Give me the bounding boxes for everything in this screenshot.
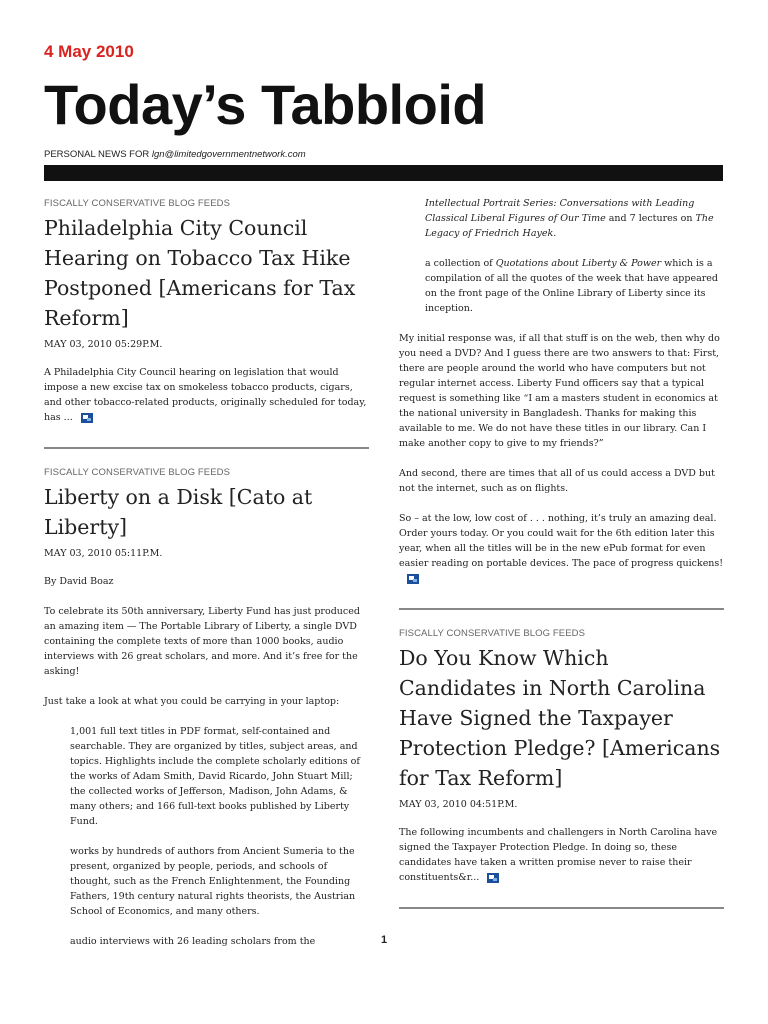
article-divider: [44, 447, 369, 449]
article-paragraph: And second, there are times that all of us could access a DVD but not the internet, such as on flights.: [399, 468, 715, 494]
article-paragraph: To celebrate its 50th anniversary, Liberty Fund has just produced an amazing item — The Portable Library of Liberty, a single DVD containing the complete texts of more than 1000 books, audio interviews with 26 great scholars, and more. And it’s free for the asking!: [44, 606, 360, 677]
quote-item: works by hundreds of authors from Ancient Sumeria to the present, organized by people, periods, and schools of thought, such as the French Enlightenment, the Founding Fathers, 19th century natural rights theorists, the Austrian School of Economics, and many others.: [70, 846, 356, 917]
personal-news-line: [44, 149, 306, 160]
article-kicker: FISCALLY CONSERVATIVE BLOG FEEDS: [44, 467, 231, 478]
article-north-carolina: [399, 626, 724, 885]
header-divider-bar: [44, 165, 723, 181]
external-link-icon[interactable]: [407, 574, 419, 584]
article-paragraph: Just take a look at what you could be carrying in your laptop:: [44, 696, 340, 707]
page-number: 1: [380, 934, 388, 946]
article-body: The following incumbents and challengers in North Carolina have signed the Taxpayer Protection Pledge. In doing so, these candidates have taken a written promise never to raise their constituents&r...: [399, 827, 718, 883]
article-headline-link[interactable]: Philadelphia City Council Hearing on Tobacco Tax Hike Postponed [Americans for Tax Reform]: [44, 216, 356, 330]
article-headline-link[interactable]: Liberty on a Disk [Cato at Liberty]: [44, 485, 313, 539]
article-body: A Philadelphia City Council hearing on legislation that would impose a new excise tax on smokeless tobacco products, cigars, and other tobacco-related products, originally scheduled for today, has ...: [44, 367, 367, 423]
blockquote: [44, 724, 369, 949]
personal-email-link[interactable]: lgn@limitedgovernmentnetwork.com: [151, 149, 306, 160]
issue-date: 4 May 2010: [44, 42, 134, 61]
article-byline: By David Boaz: [44, 576, 114, 587]
article-date: MAY 03, 2010 05:29P.M.: [44, 339, 163, 350]
left-column: [44, 196, 369, 964]
quote-item: audio interviews with 26 leading scholars from the: [70, 936, 316, 947]
blockquote-continued: [399, 196, 724, 316]
article-divider: [399, 907, 724, 909]
external-link-icon[interactable]: [81, 413, 93, 423]
article-date: MAY 03, 2010 05:11P.M.: [44, 548, 163, 559]
article-divider: [399, 608, 724, 610]
article-date: MAY 03, 2010 04:51P.M.: [399, 799, 518, 810]
article-paragraph: My initial response was, if all that stuff is on the web, then why do you need a DVD? And I guess there are two answers to that: First, there are people around the world who have computers but not regular internet access. Liberty Fund officers say that a typical request is something like “I am a masters student in economics at the national university in Bangladesh. Thanks for making this available to me. We do not have these titles in our library. Can I make another copy to give to my friends?”: [399, 333, 720, 449]
page-title: Today’s Tabbloid: [44, 73, 487, 136]
quote-item: Intellectual Portrait Series: Conversations with Leading Classical Liberal Figures of Our Time and 7 lectures on The Legacy of Friedrich Hayek.: [425, 198, 714, 239]
right-column: [399, 196, 724, 925]
article-kicker: FISCALLY CONSERVATIVE BLOG FEEDS: [44, 198, 231, 209]
article-tobacco: [44, 196, 369, 425]
article-paragraph: So – at the low, low cost of . . . nothing, it’s truly an amazing deal. Order yours today. Or you could wait for the 6th edition later this year, when all the titles will be in the new ePub format for even easier reading on portable devices. The pace of progress quickens!: [399, 511, 724, 586]
quote-item: 1,001 full text titles in PDF format, self-contained and searchable. They are organized by titles, subject areas, and topics. Highlights include the complete scholarly editions of the works of Adam Smith, David Ricardo, John Stuart Mill; the collected works of Jefferson, Madison, John Adams, & many others; and 166 full-text books published by Liberty Fund.: [70, 726, 360, 827]
personal-label: PERSONAL NEWS FOR: [44, 149, 150, 160]
article-headline-link[interactable]: Do You Know Which Candidates in North Carolina Have Signed the Taxpayer Protection Pledge? [Americans for Tax Reform]: [399, 646, 721, 790]
article-kicker: FISCALLY CONSERVATIVE BLOG FEEDS: [399, 628, 586, 639]
external-link-icon[interactable]: [487, 873, 499, 883]
quote-item: a collection of Quotations about Liberty & Power which is a compilation of all the quotes of the week that have appeared on the front page of the Online Library of Liberty since its inception.: [425, 258, 719, 314]
article-liberty-disk: [44, 465, 369, 949]
